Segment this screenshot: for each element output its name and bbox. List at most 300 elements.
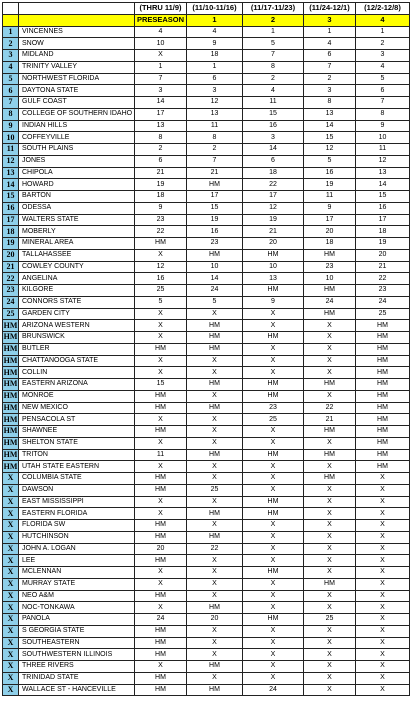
week-value-cell: X	[243, 625, 304, 637]
team-cell: MOBERLY	[19, 226, 135, 238]
week-value-cell: 22	[356, 273, 410, 285]
table-row	[3, 308, 410, 320]
week-value-cell: 7	[356, 97, 410, 109]
week-value-cell: 1	[304, 26, 356, 38]
week-value-cell: 2	[135, 144, 187, 156]
week-value-cell: 3	[187, 85, 243, 97]
week-value-cell: X	[304, 355, 356, 367]
team-cell: COLUMBIA STATE	[19, 473, 135, 485]
week-value-cell: HM	[356, 414, 410, 426]
week-value-cell: X	[304, 661, 356, 673]
rank-cell: HM	[3, 344, 18, 354]
table-row	[3, 484, 410, 496]
team-cell: CONNORS STATE	[19, 296, 135, 308]
week-value-cell: HM	[187, 602, 243, 614]
week-value-cell: 3	[135, 85, 187, 97]
week-value-cell: 25	[243, 414, 304, 426]
week-value-cell: X	[304, 567, 356, 579]
week-value-cell: 10	[356, 132, 410, 144]
week-value-cell: HM	[243, 390, 304, 402]
team-cell: DAYTONA STATE	[19, 85, 135, 97]
week-value-cell: X	[304, 484, 356, 496]
period-header: (11/24-12/1)	[304, 3, 356, 15]
team-cell: UTAH STATE EASTERN	[19, 461, 135, 473]
week-value-cell: 6	[304, 50, 356, 62]
team-cell: LEE	[19, 555, 135, 567]
team-cell: WALTERS STATE	[19, 214, 135, 226]
table-row	[3, 38, 410, 50]
rank-cell: X	[3, 496, 19, 508]
week-value-cell: HM	[243, 285, 304, 297]
team-cell: EAST MISSISSIPPI	[19, 496, 135, 508]
week-value-cell: X	[243, 426, 304, 438]
week-header: 3	[304, 14, 356, 26]
week-value-cell: HM	[304, 578, 356, 590]
rank-cell: 19	[3, 238, 19, 250]
week-value-cell: HM	[243, 496, 304, 508]
week-value-cell: 5	[356, 73, 410, 85]
week-value-cell: 6	[135, 155, 187, 167]
week-value-cell: X	[304, 320, 356, 332]
table-row	[3, 26, 410, 38]
rank-cell: 1	[3, 26, 19, 38]
table-row	[3, 661, 410, 673]
week-value-cell: HM	[135, 637, 187, 649]
rank-cell: 23	[3, 285, 19, 297]
team-cell: NOC-TONKAWA	[19, 602, 135, 614]
rank-cell: X	[3, 567, 19, 579]
week-value-cell: X	[304, 437, 356, 449]
week-value-cell: HM	[135, 402, 187, 414]
week-value-cell: 7	[304, 61, 356, 73]
week-value-cell: X	[135, 437, 187, 449]
week-value-cell: 21	[356, 261, 410, 273]
team-cell: EASTERN ARIZONA	[19, 379, 135, 391]
week-value-cell: 20	[135, 543, 187, 555]
period-header: (12/2-12/8)	[356, 3, 410, 15]
week-value-cell: X	[135, 320, 187, 332]
week-value-cell: 18	[135, 191, 187, 203]
week-value-cell: HM	[135, 649, 187, 661]
week-value-cell: HM	[304, 426, 356, 438]
period-header: (11/10-11/16)	[187, 3, 243, 15]
week-value-cell: X	[135, 578, 187, 590]
team-cell: SNOW	[19, 38, 135, 50]
week-value-cell: 17	[243, 191, 304, 203]
team-cell: MCLENNAN	[19, 567, 135, 579]
week-value-cell: 4	[187, 26, 243, 38]
week-value-cell: 13	[243, 273, 304, 285]
table-row	[3, 614, 410, 626]
week-value-cell: X	[243, 367, 304, 379]
week-value-cell: 4	[356, 61, 410, 73]
week-value-cell: 12	[187, 97, 243, 109]
week-value-cell: X	[243, 602, 304, 614]
rank-cell: 21	[3, 261, 19, 273]
week-value-cell: 16	[135, 273, 187, 285]
table-row	[3, 343, 410, 355]
rank-cell: X	[3, 649, 19, 661]
week-value-cell: HM	[135, 343, 187, 355]
team-cell: EASTERN FLORIDA	[19, 508, 135, 520]
rank-cell: HM	[3, 332, 18, 342]
rank-cell: X	[3, 672, 19, 684]
week-value-cell: 15	[187, 202, 243, 214]
blank-corner	[3, 14, 19, 26]
week-value-cell: HM	[187, 508, 243, 520]
table-row	[3, 379, 410, 391]
week-value-cell: 22	[187, 543, 243, 555]
rank-cell: HM	[3, 426, 18, 436]
week-value-cell: 6	[187, 73, 243, 85]
rankings-sheet	[2, 2, 410, 696]
week-value-cell: 9	[356, 120, 410, 132]
rank-cell: HM	[3, 414, 18, 424]
team-cell: ANGELINA	[19, 273, 135, 285]
week-value-cell: X	[243, 461, 304, 473]
week-value-cell: X	[356, 602, 410, 614]
table-row	[3, 214, 410, 226]
team-cell: ARIZONA WESTERN	[19, 320, 135, 332]
table-row	[3, 520, 410, 532]
week-value-cell: 24	[356, 296, 410, 308]
team-cell: GULF COAST	[19, 97, 135, 109]
team-cell: THREE RIVERS	[19, 661, 135, 673]
table-row	[3, 637, 410, 649]
week-value-cell: HM	[135, 238, 187, 250]
week-value-cell: HM	[187, 531, 243, 543]
week-value-cell: 25	[187, 484, 243, 496]
rank-cell: HM	[3, 402, 18, 412]
table-row	[3, 249, 410, 261]
week-value-cell: X	[356, 649, 410, 661]
week-value-cell: 4	[304, 38, 356, 50]
week-value-cell: X	[135, 508, 187, 520]
week-value-cell: 11	[187, 120, 243, 132]
week-value-cell: 3	[304, 85, 356, 97]
rank-cell: X	[3, 531, 19, 543]
week-value-cell: X	[356, 520, 410, 532]
week-value-cell: X	[304, 531, 356, 543]
team-cell: CHIPOLA	[19, 167, 135, 179]
week-value-cell: X	[304, 625, 356, 637]
week-value-cell: 14	[304, 120, 356, 132]
week-value-cell: X	[135, 496, 187, 508]
table-row	[3, 132, 410, 144]
team-cell: S GEORGIA STATE	[19, 625, 135, 637]
week-value-cell: X	[356, 531, 410, 543]
table-row	[3, 320, 410, 332]
week-header: 4	[356, 14, 410, 26]
team-cell: CHATTANOOGA STATE	[19, 355, 135, 367]
week-value-cell: HM	[187, 449, 243, 461]
rank-cell: 12	[3, 155, 19, 167]
week-header: 2	[243, 14, 304, 26]
week-value-cell: 23	[187, 238, 243, 250]
team-cell: MIDLAND	[19, 50, 135, 62]
week-value-cell: 9	[304, 202, 356, 214]
week-value-cell: HM	[243, 332, 304, 344]
week-value-cell: 3	[356, 50, 410, 62]
week-value-cell: HM	[135, 590, 187, 602]
week-value-cell: HM	[356, 449, 410, 461]
week-value-cell: X	[135, 50, 187, 62]
week-value-cell: X	[187, 625, 243, 637]
week-value-cell: 19	[356, 238, 410, 250]
week-value-cell: HM	[356, 426, 410, 438]
week-value-cell: 15	[356, 191, 410, 203]
team-cell: COFFEYVILLE	[19, 132, 135, 144]
week-value-cell: X	[187, 473, 243, 485]
week-value-cell: X	[187, 367, 243, 379]
week-value-cell: X	[243, 661, 304, 673]
week-value-cell: 5	[135, 296, 187, 308]
week-value-cell: 13	[187, 108, 243, 120]
week-value-cell: X	[304, 637, 356, 649]
team-cell: MONROE	[19, 390, 135, 402]
week-value-cell: X	[135, 308, 187, 320]
team-cell: FLORIDA SW	[19, 520, 135, 532]
week-value-cell: HM	[356, 320, 410, 332]
rank-cell: X	[3, 508, 19, 520]
table-row	[3, 602, 410, 614]
week-value-cell: X	[187, 590, 243, 602]
rank-cell: 10	[3, 132, 19, 144]
week-value-cell: 20	[356, 249, 410, 261]
week-value-cell: 18	[356, 226, 410, 238]
blank-corner	[3, 3, 19, 15]
week-value-cell: 23	[243, 402, 304, 414]
table-row	[3, 73, 410, 85]
table-row	[3, 625, 410, 637]
week-value-cell: HM	[243, 614, 304, 626]
week-value-cell: 24	[304, 296, 356, 308]
week-header: PRESEASON	[135, 14, 187, 26]
week-value-cell: 22	[135, 226, 187, 238]
week-value-cell: X	[304, 649, 356, 661]
table-row	[3, 120, 410, 132]
team-cell: SHAWNEE	[19, 426, 135, 438]
rank-cell: 4	[3, 61, 19, 73]
week-value-cell: X	[243, 343, 304, 355]
week-value-cell: X	[304, 343, 356, 355]
rank-cell: 24	[3, 296, 19, 308]
table-row	[3, 238, 410, 250]
week-value-cell: X	[135, 332, 187, 344]
week-header-row	[3, 14, 410, 26]
week-value-cell: HM	[356, 332, 410, 344]
week-value-cell: 19	[187, 214, 243, 226]
week-value-cell: 17	[135, 108, 187, 120]
team-cell: SHELTON STATE	[19, 437, 135, 449]
table-row	[3, 590, 410, 602]
rank-cell: HM	[3, 391, 18, 401]
week-value-cell: HM	[243, 567, 304, 579]
team-cell: BUTLER	[19, 343, 135, 355]
table-row	[3, 508, 410, 520]
week-value-cell: X	[243, 531, 304, 543]
blank-team-header	[19, 14, 135, 26]
table-row	[3, 496, 410, 508]
rank-cell: 22	[3, 273, 19, 285]
team-cell: COLLIN	[19, 367, 135, 379]
table-row	[3, 461, 410, 473]
week-value-cell: HM	[187, 332, 243, 344]
week-value-cell: X	[187, 355, 243, 367]
week-value-cell: 23	[135, 214, 187, 226]
week-value-cell: X	[187, 649, 243, 661]
week-value-cell: X	[356, 637, 410, 649]
week-value-cell: X	[187, 637, 243, 649]
week-value-cell: HM	[304, 449, 356, 461]
table-row	[3, 578, 410, 590]
week-value-cell: X	[187, 672, 243, 684]
week-value-cell: 7	[243, 50, 304, 62]
week-value-cell: X	[356, 543, 410, 555]
team-cell: TRINIDAD STATE	[19, 672, 135, 684]
table-row	[3, 155, 410, 167]
team-cell: INDIAN HILLS	[19, 120, 135, 132]
week-value-cell: 21	[187, 167, 243, 179]
team-cell: KILGORE	[19, 285, 135, 297]
week-value-cell: HM	[135, 531, 187, 543]
table-row	[3, 261, 410, 273]
week-value-cell: HM	[356, 390, 410, 402]
week-value-cell: 20	[243, 238, 304, 250]
week-value-cell: 21	[304, 414, 356, 426]
week-value-cell: HM	[187, 379, 243, 391]
week-value-cell: HM	[135, 426, 187, 438]
table-row	[3, 555, 410, 567]
week-value-cell: X	[243, 473, 304, 485]
week-value-cell: 22	[243, 179, 304, 191]
week-value-cell: 2	[243, 73, 304, 85]
week-value-cell: X	[135, 661, 187, 673]
week-value-cell: X	[356, 473, 410, 485]
week-value-cell: 16	[187, 226, 243, 238]
week-value-cell: X	[243, 437, 304, 449]
week-value-cell: HM	[135, 625, 187, 637]
week-value-cell: HM	[243, 249, 304, 261]
rank-cell: X	[3, 543, 19, 555]
week-value-cell: X	[356, 661, 410, 673]
rank-cell: HM	[3, 355, 18, 365]
week-value-cell: X	[356, 672, 410, 684]
rank-cell: X	[3, 614, 19, 626]
week-value-cell: HM	[187, 320, 243, 332]
rank-cell: HM	[3, 449, 18, 459]
table-row	[3, 273, 410, 285]
table-row	[3, 437, 410, 449]
week-value-cell: 18	[304, 238, 356, 250]
rank-cell: X	[3, 637, 19, 649]
week-value-cell: HM	[187, 661, 243, 673]
team-cell: ODESSA	[19, 202, 135, 214]
week-value-cell: 19	[135, 179, 187, 191]
table-row	[3, 684, 410, 696]
week-value-cell: HM	[356, 379, 410, 391]
table-row	[3, 50, 410, 62]
week-value-cell: X	[356, 625, 410, 637]
week-value-cell: 8	[187, 132, 243, 144]
week-value-cell: X	[304, 602, 356, 614]
week-value-cell: X	[304, 390, 356, 402]
table-row	[3, 108, 410, 120]
week-value-cell: X	[135, 602, 187, 614]
week-value-cell: 23	[304, 261, 356, 273]
week-value-cell: 15	[304, 132, 356, 144]
week-value-cell: X	[187, 414, 243, 426]
week-value-cell: X	[304, 461, 356, 473]
week-value-cell: 1	[243, 26, 304, 38]
team-cell: TRINITY VALLEY	[19, 61, 135, 73]
rank-cell: X	[3, 520, 19, 532]
week-value-cell: 1	[187, 61, 243, 73]
week-value-cell: 17	[356, 214, 410, 226]
week-value-cell: X	[187, 496, 243, 508]
week-value-cell: 6	[243, 155, 304, 167]
week-value-cell: X	[304, 332, 356, 344]
table-row	[3, 85, 410, 97]
week-value-cell: 16	[243, 120, 304, 132]
week-value-cell: 25	[135, 285, 187, 297]
rank-cell: X	[3, 555, 19, 567]
week-value-cell: 16	[356, 202, 410, 214]
week-value-cell: 10	[187, 261, 243, 273]
week-value-cell: 8	[356, 108, 410, 120]
week-value-cell: HM	[135, 484, 187, 496]
week-value-cell: HM	[135, 473, 187, 485]
week-value-cell: X	[304, 684, 356, 696]
rank-cell: X	[3, 590, 19, 602]
week-value-cell: HM	[356, 367, 410, 379]
rank-cell: 2	[3, 38, 19, 50]
period-header: (11/17-11/23)	[243, 3, 304, 15]
week-value-cell: 1	[356, 26, 410, 38]
period-header: (THRU 11/9)	[135, 3, 187, 15]
rank-cell: 9	[3, 120, 19, 132]
team-cell: TRITON	[19, 449, 135, 461]
week-value-cell: X	[243, 355, 304, 367]
week-value-cell: X	[243, 484, 304, 496]
week-value-cell: 14	[187, 273, 243, 285]
week-header: 1	[187, 14, 243, 26]
week-value-cell: X	[243, 520, 304, 532]
week-value-cell: 16	[304, 167, 356, 179]
table-row	[3, 167, 410, 179]
week-value-cell: X	[135, 355, 187, 367]
rank-cell: 5	[3, 73, 19, 85]
team-cell: NEW MEXICO	[19, 402, 135, 414]
week-value-cell: X	[356, 555, 410, 567]
week-value-cell: X	[356, 684, 410, 696]
team-cell: JOHN A. LOGAN	[19, 543, 135, 555]
week-value-cell: 23	[356, 285, 410, 297]
week-value-cell: X	[304, 672, 356, 684]
week-value-cell: X	[135, 414, 187, 426]
week-value-cell: 2	[187, 144, 243, 156]
week-value-cell: HM	[304, 473, 356, 485]
table-row	[3, 285, 410, 297]
week-value-cell: 8	[243, 61, 304, 73]
week-value-cell: 13	[135, 120, 187, 132]
week-value-cell: 8	[135, 132, 187, 144]
week-value-cell: 6	[356, 85, 410, 97]
week-value-cell: 7	[187, 155, 243, 167]
week-value-cell: X	[243, 649, 304, 661]
week-value-cell: 12	[243, 202, 304, 214]
week-value-cell: X	[135, 461, 187, 473]
